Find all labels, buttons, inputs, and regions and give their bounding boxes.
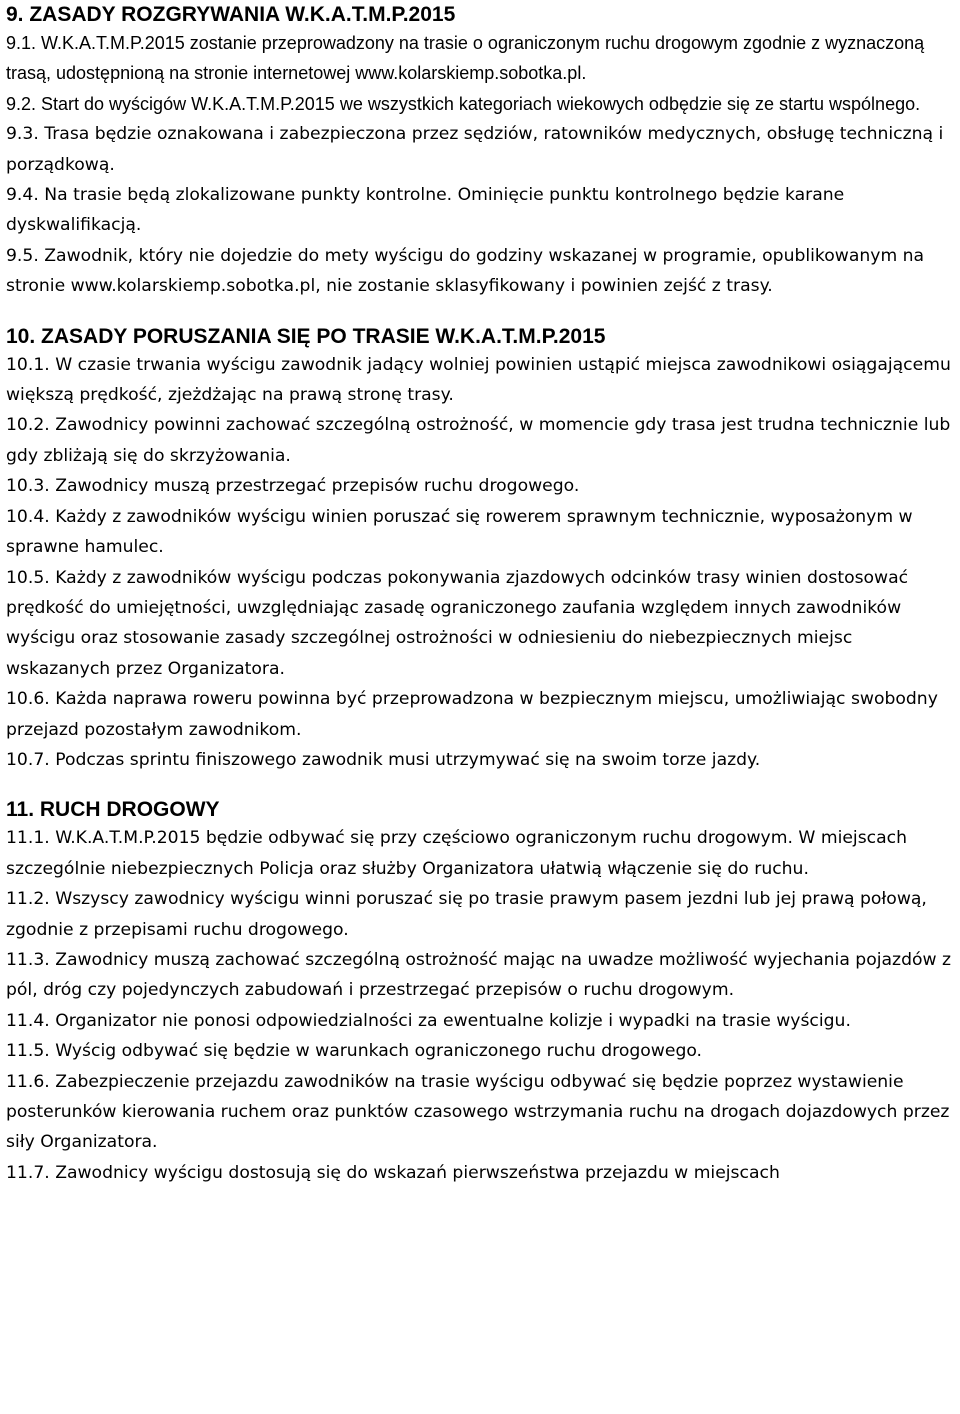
paragraph-10-3: 10.3. Zawodnicy muszą przestrzegać przepisów ruchu drogowego. [6,476,580,497]
paragraph-11-1: 11.1. W.K.A.T.M.P.2015 będzie odbywać się przy częściowo ograniczonym ruchu drogowym. W miejscach szczególnie niebezpiecznych Policja oraz służby Organizatora ułatwią włączenie się do ruchu. [6,828,907,879]
section-11-heading: 11. RUCH DROGOWY [6,798,220,822]
paragraph-11-4: 11.4. Organizator nie ponosi odpowiedzialności za ewentualne kolizje i wypadki na trasie wyścigu. [6,1010,851,1031]
paragraph-9-5: 9.5. Zawodnik, który nie dojedzie do mety wyścigu do godziny wskazanej w programie, opublikowanym na stronie www.kolarskiemp.sobotka.pl, nie zostanie sklasyfikowany i powinien zejść z trasy. [6,245,925,297]
document-page [6,2,956,1188]
paragraph-9-3: 9.3. Trasa będzie oznakowana i zabezpieczona przez sędziów, ratowników medycznych, obsługę techniczną i porządkową. [6,124,944,175]
paragraph-11-7: 11.7. Zawodnicy wyścigu dostosują się do wskazań pierwszeństwa przejazdu w miejscach [6,1162,780,1183]
paragraph-10-6: 10.6. Każda naprawa roweru powinna być przeprowadzona w bezpiecznym miejscu, umożliwiając swobodny przejazd pozostałym zawodnikom. [6,689,938,740]
paragraph-9-1: 9.1. W.K.A.T.M.P.2015 zostanie przeprowadzony na trasie o ograniczonym ruchu drogowym zgodnie z wyznaczoną trasą, udostępnioną na stronie internetowej www.kolarskiemp.sobotka.pl. [6,33,925,84]
paragraph-9-2: 9.2. Start do wyścigów W.K.A.T.M.P.2015 we wszystkich kategoriach wiekowych odbędzie się ze startu wspólnego. [6,93,921,114]
paragraph-10-2: 10.2. Zawodnicy powinni zachować szczególną ostrożność, w momencie gdy trasa jest trudna technicznie lub gdy zbliżają się do skrzyżowania. [6,415,951,466]
paragraph-11-6: 11.6. Zabezpieczenie przejazdu zawodników na trasie wyścigu odbywać się będzie poprzez wystawienie posterunków kierowania ruchem oraz punktów czasowego wstrzymania ruchu na drogach dojazdowych przez siły Organizatora. [6,1071,950,1153]
paragraph-9-4: 9.4. Na trasie będą zlokalizowane punkty kontrolne. Ominięcie punktu kontrolnego będzie karane dyskwalifikacją. [6,185,845,236]
paragraph-10-7: 10.7. Podczas sprintu finiszowego zawodnik musi utrzymywać się na swoim torze jazdy. [6,749,761,770]
section-spacer [6,302,956,324]
paragraph-11-5: 11.5. Wyścig odbywać się będzie w warunkach ograniczonego ruchu drogowego. [6,1041,703,1062]
paragraph-10-5: 10.5. Każdy z zawodników wyścigu podczas pokonywania zjazdowych odcinków trasy winien dostosować prędkość do umiejętności, uwzględniając zasadę ograniczonego zaufania względem innych zawodników wyścigu oraz stosowanie zasady szczególnej ostrożności w odniesieniu do niebezpiecznych miejsc wskazanych przez Organizatora. [6,567,909,679]
paragraph-11-3: 11.3. Zawodnicy muszą zachować szczególną ostrożność mając na uwadze możliwość wyjechania pojazdów z pól, dróg czy pojedynczych zabudowań i przestrzegać przepisów o ruchu drogowym. [6,949,952,1001]
section-10-heading: 10. ZASADY PORUSZANIA SIĘ PO TRASIE W.K.A.T.M.P.2015 [6,324,606,348]
section-spacer [6,775,956,797]
paragraph-10-4: 10.4. Każdy z zawodników wyścigu winien poruszać się rowerem sprawnym technicznie, wyposażonym w sprawne hamulec. [6,506,913,558]
paragraph-10-1: 10.1. W czasie trwania wyścigu zawodnik jadący wolniej powinien ustąpić miejsca zawodnikowi osiągającemu większą prędkość, zjeżdżając na prawą stronę trasy. [6,354,951,406]
paragraph-11-2: 11.2. Wszyscy zawodnicy wyścigu winni poruszać się po trasie prawym pasem jezdni lub jej prawą połową, zgodnie z przepisami ruchu drogowego. [6,889,927,940]
section-9-heading: 9. ZASADY ROZGRYWANIA W.K.A.T.M.P.2015 [6,3,456,26]
